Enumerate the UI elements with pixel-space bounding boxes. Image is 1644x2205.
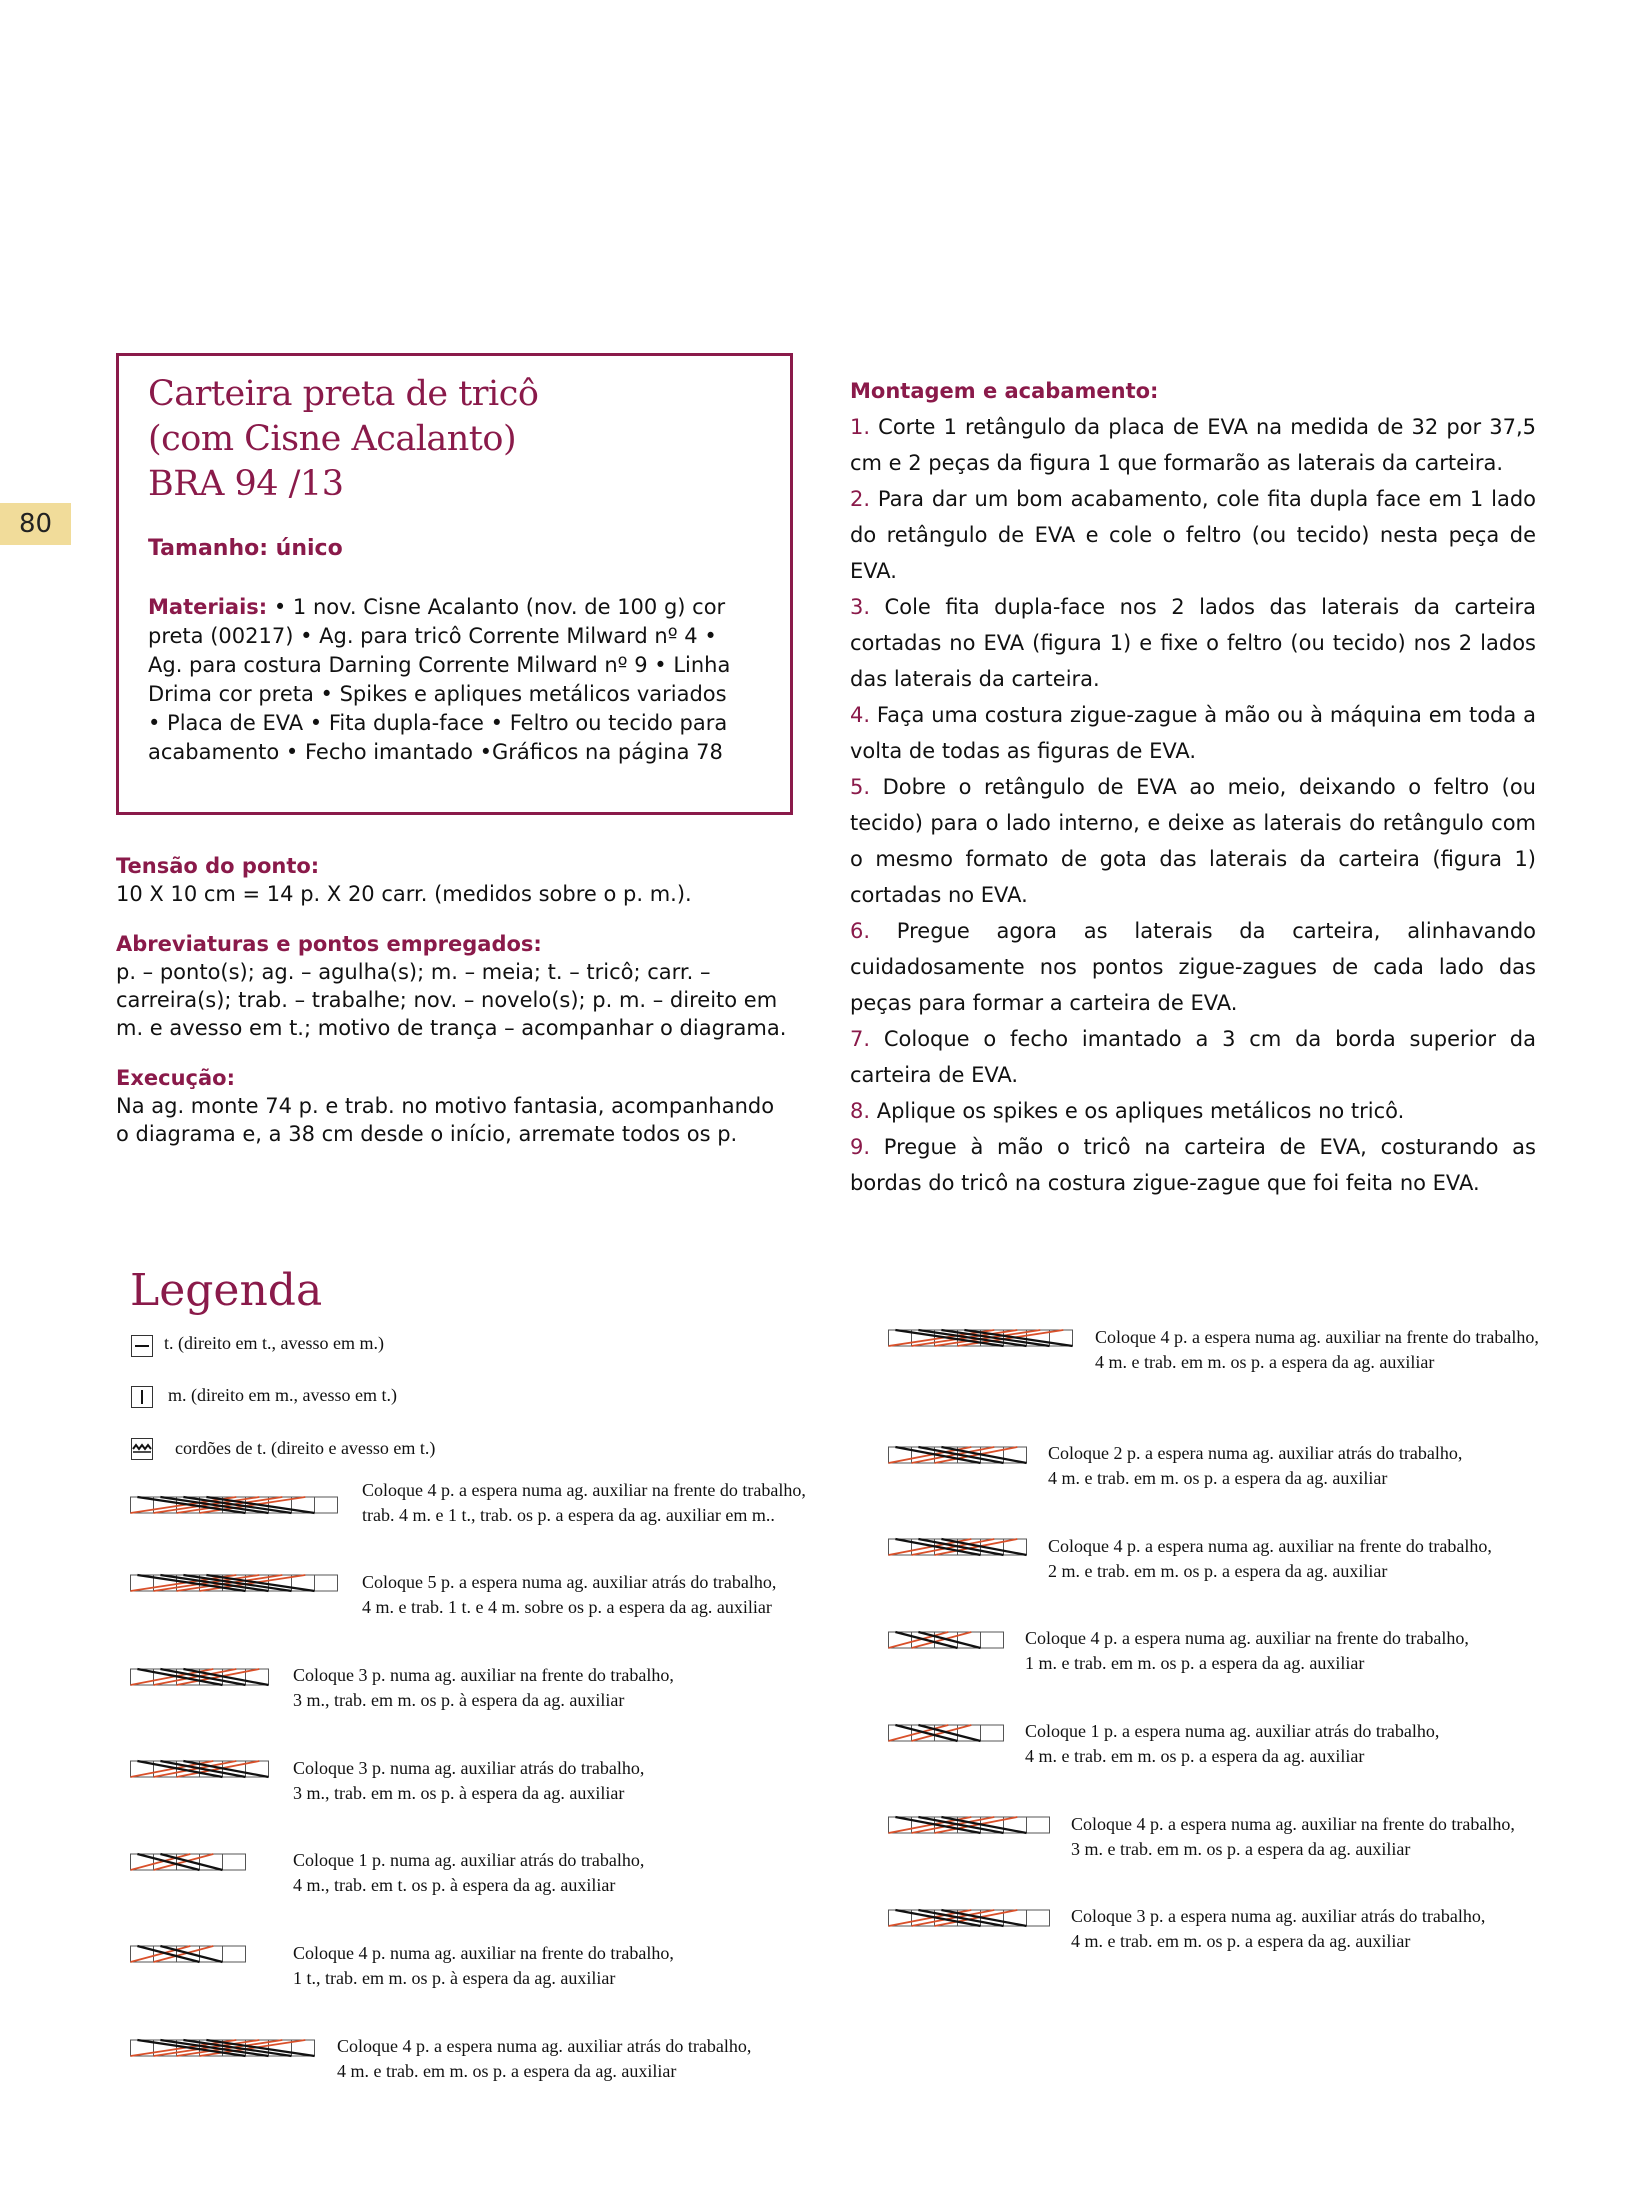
- assembly-step: 2. Para dar um bom acabamento, cole fita dupla face em 1 lado do retângulo de EVA e cole o feltro (ou tecido) nesta peça de EVA.: [850, 487, 1536, 583]
- assembly-step: 9. Pregue à mão o tricô na carteira de EVA, costurando as bordas do tricô na costura zigue-zague que foi feita no EVA.: [850, 1135, 1536, 1195]
- assembly-step: 4. Faça uma costura zigue-zague à mão ou à máquina em toda a volta de todas as figuras de EVA.: [850, 703, 1536, 763]
- materials: [148, 593, 762, 767]
- materials-line: • Placa de EVA • Fita dupla-face • Feltro ou tecido para: [148, 711, 728, 735]
- cable-symbol-icon: [130, 1850, 246, 1874]
- abbreviations-line: m. e avesso em t.; motivo de trança – acompanhar o diagrama.: [116, 1016, 787, 1040]
- cable-legend-text: Coloque 4 p. a espera numa ag. auxiliar na frente do trabalho, 1 m. e trab. em m. os p. a espera da ag. auxiliar: [1025, 1628, 1469, 1673]
- cable-legend-text: Coloque 4 p. a espera numa ag. auxiliar atrás do trabalho, 4 m. e trab. em m. os p. a espera da ag. auxiliar: [337, 2036, 752, 2081]
- cable-symbol-icon: [888, 1628, 1004, 1652]
- cable-symbol-icon: [888, 1443, 1027, 1467]
- cable-symbol-icon: [130, 1665, 269, 1689]
- legend-symbol-text: t. (direito em t., avesso em m.): [164, 1333, 384, 1353]
- title-line-2: (com Cisne Acalanto): [148, 419, 517, 459]
- cable-symbol-icon: [130, 1571, 338, 1595]
- cable-legend-text: Coloque 4 p. a espera numa ag. auxiliar na frente do trabalho, 3 m. e trab. em m. os p. a espera da ag. auxiliar: [1071, 1814, 1515, 1859]
- assembly-step: 5. Dobre o retângulo de EVA ao meio, deixando o feltro (ou tecido) para o lado interno, e deixe as laterais do retângulo com o mesmo formato de gota das laterais da carteira (figura 1) cortadas no EVA.: [850, 775, 1536, 907]
- cable-legend-text: Coloque 4 p. a espera numa ag. auxiliar na frente do trabalho, trab. 4 m. e 1 t., trab. os p. a espera da ag. auxiliar em m..: [362, 1480, 806, 1525]
- assembly-step: 6. Pregue agora as laterais da carteira, alinhavando cuidadosamente nos pontos zigue-zagues de cada lado das peças para formar a carteira de EVA.: [850, 919, 1536, 1015]
- cable-symbol-icon: [888, 1813, 1050, 1837]
- assembly-column: [850, 373, 1536, 1201]
- title-line-3: BRA 94 /13: [148, 464, 344, 504]
- materials-line: preta (00217) • Ag. para tricô Corrente Milward nº 4 •: [148, 624, 717, 648]
- abbreviations-section: [116, 930, 806, 1042]
- cable-legend-text: Coloque 1 p. numa ag. auxiliar atrás do trabalho, 4 m., trab. em t. os p. à espera da ag. auxiliar: [293, 1850, 645, 1895]
- cable-legend-text: Coloque 4 p. a espera numa ag. auxiliar na frente do trabalho, 2 m. e trab. em m. os p. a espera da ag. auxiliar: [1048, 1536, 1492, 1581]
- abbreviations-label: Abreviaturas e pontos empregados:: [116, 932, 542, 956]
- assembly-step: 7. Coloque o fecho imantado a 3 cm da borda superior da carteira de EVA.: [850, 1027, 1536, 1087]
- size-label: Tamanho: único: [148, 536, 343, 561]
- legend-symbol-text: cordões de t. (direito e avesso em t.): [175, 1438, 436, 1458]
- knit-symbol-icon: [131, 1386, 153, 1408]
- garter-symbol-icon: [131, 1438, 153, 1460]
- title-box: [116, 353, 793, 815]
- materials-line: Ag. para costura Darning Corrente Milward nº 9 • Linha: [148, 653, 731, 677]
- materials-line: acabamento • Fecho imantado •Gráficos na página 78: [148, 740, 723, 764]
- cable-symbol-icon: [130, 1493, 338, 1517]
- execution-section: [116, 1064, 806, 1148]
- assembly-step: 8. Aplique os spikes e os apliques metálicos no tricô.: [850, 1099, 1405, 1123]
- abbreviations-line: p. – ponto(s); ag. – agulha(s); m. – meia; t. – tricô; carr. –: [116, 960, 711, 984]
- tension-label: Tensão do ponto:: [116, 854, 320, 878]
- purl-symbol-icon: [131, 1335, 153, 1357]
- cable-symbol-icon: [888, 1906, 1050, 1930]
- assembly-step: 1. Corte 1 retângulo da placa de EVA na medida de 32 por 37,5 cm e 2 peças da figura 1 que formarão as laterais da carteira.: [850, 415, 1536, 475]
- cable-symbol-icon: [130, 1757, 269, 1781]
- cable-legend-text: Coloque 3 p. a espera numa ag. auxiliar atrás do trabalho, 4 m. e trab. em m. os p. a espera da ag. auxiliar: [1071, 1906, 1486, 1951]
- assembly-step: 3. Cole fita dupla-face nos 2 lados das laterais da carteira cortadas no EVA (figura 1) e fixe o feltro (ou tecido) nos 2 lados das laterais da carteira.: [850, 595, 1536, 691]
- cable-legend-text: Coloque 2 p. a espera numa ag. auxiliar atrás do trabalho, 4 m. e trab. em m. os p. a espera da ag. auxiliar: [1048, 1443, 1463, 1488]
- abbreviations-line: carreira(s); trab. – trabalhe; nov. – novelo(s); p. m. – direito em: [116, 988, 778, 1012]
- page-number: 80: [0, 503, 71, 545]
- left-column: [116, 852, 806, 1170]
- cable-legend-text: Coloque 4 p. a espera numa ag. auxiliar na frente do trabalho, 4 m. e trab. em m. os p. a espera da ag. auxiliar: [1095, 1327, 1539, 1372]
- cable-legend-text: Coloque 1 p. a espera numa ag. auxiliar atrás do trabalho, 4 m. e trab. em m. os p. a espera da ag. auxiliar: [1025, 1721, 1440, 1766]
- execution-line: o diagrama e, a 38 cm desde o início, arremate todos os p.: [116, 1122, 738, 1146]
- legend-symbol-text: m. (direito em m., avesso em t.): [168, 1385, 397, 1405]
- cable-legend-text: Coloque 3 p. numa ag. auxiliar atrás do trabalho, 3 m., trab. em m. os p. à espera da ag. auxiliar: [293, 1758, 645, 1803]
- cable-symbol-icon: [130, 2036, 315, 2060]
- cable-legend-text: Coloque 5 p. a espera numa ag. auxiliar atrás do trabalho, 4 m. e trab. 1 t. e 4 m. sobre os p. a espera da ag. auxiliar: [362, 1572, 777, 1617]
- cable-symbol-icon: [888, 1535, 1027, 1559]
- cable-symbol-icon: [888, 1721, 1004, 1745]
- cable-legend-text: Coloque 4 p. numa ag. auxiliar na frente do trabalho, 1 t., trab. em m. os p. à espera da ag. auxiliar: [293, 1943, 674, 1988]
- tension-section: [116, 852, 806, 908]
- materials-line: Drima cor preta • Spikes e apliques metálicos variados: [148, 682, 727, 706]
- execution-line: Na ag. monte 74 p. e trab. no motivo fantasia, acompanhando: [116, 1094, 775, 1118]
- assembly-label: Montagem e acabamento:: [850, 379, 1159, 403]
- materials-line: • 1 nov. Cisne Acalanto (nov. de 100 g) cor: [267, 595, 726, 619]
- cable-legend-text: Coloque 3 p. numa ag. auxiliar na frente do trabalho, 3 m., trab. em m. os p. à espera da ag. auxiliar: [293, 1665, 674, 1710]
- materials-label: Materiais:: [148, 595, 268, 619]
- tension-text: 10 X 10 cm = 14 p. X 20 carr. (medidos sobre o p. m.).: [116, 882, 692, 906]
- title-line-1: Carteira preta de tricô: [148, 374, 539, 414]
- legend-title: Legenda: [130, 1265, 323, 1316]
- cable-symbol-icon: [130, 1942, 246, 1966]
- execution-label: Execução:: [116, 1066, 235, 1090]
- cable-symbol-icon: [888, 1326, 1073, 1350]
